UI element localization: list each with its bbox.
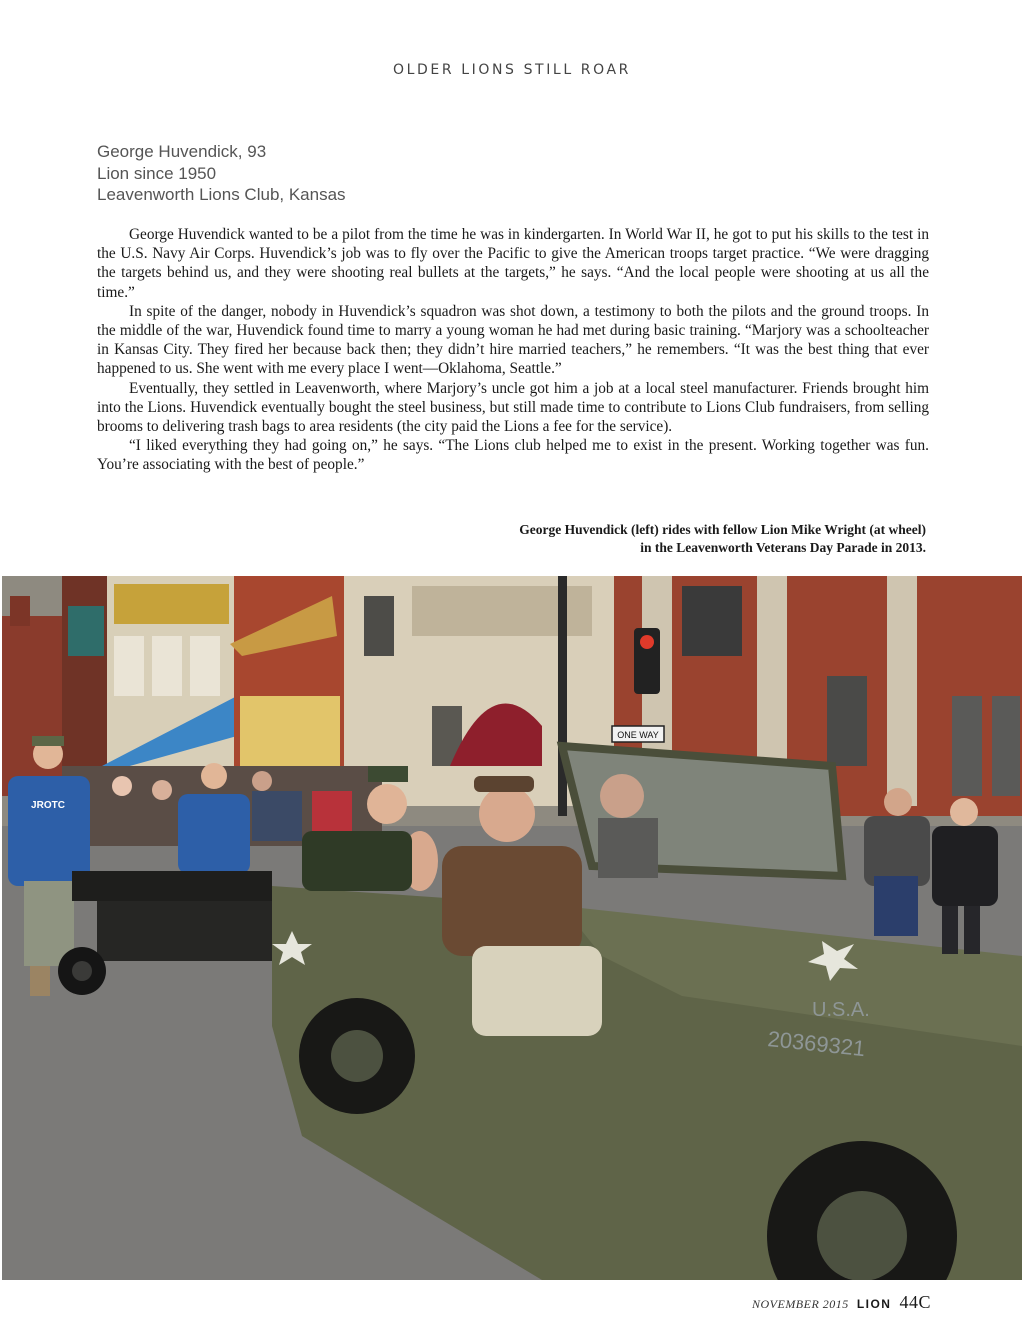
byline-member-since: Lion since 1950 — [97, 163, 217, 183]
article-paragraph: “I liked everything they had going on,” he says. “The Lions club helped me to exist in the present. Working together was fun. You’re associating with the best of people.” — [97, 437, 929, 474]
cadet-shirt-text: JROTC — [31, 800, 65, 811]
article-body — [97, 225, 929, 475]
issue-date: NOVEMBER 2015 — [751, 1297, 849, 1311]
page-number: 44C — [899, 1292, 931, 1312]
parade-photo-illustration — [2, 576, 1022, 1280]
page-footer — [752, 1292, 931, 1313]
section-header: OLDER LIONS STILL ROAR — [392, 62, 631, 78]
byline-club: Leavenworth Lions Club, Kansas — [97, 185, 346, 204]
hood-text-usa: U.S.A. — [812, 999, 870, 1021]
photo-caption — [519, 521, 926, 557]
caption-line: George Huvendick (left) rides with fellow Lion Mike Wright (at wheel) — [519, 522, 926, 537]
traffic-light-red — [640, 635, 654, 649]
passenger-head — [479, 786, 535, 842]
article-paragraph: George Huvendick wanted to be a pilot from the time he was in kindergarten. In World War II, he got to put his skills to the test in the U.S. Navy Air Corps. Huvendick’s job was to fly over the Pacific to give the American troops target practice. “We were dragging the targets behind us, and they were shooting real bullets at the targets,” he says. “And the local people were shooting at us all the time.” — [97, 226, 929, 301]
cadet-left — [8, 776, 90, 886]
trailer — [72, 871, 272, 901]
article-paragraph: In spite of the danger, nobody in Huvendick’s squadron was shot down, a testimony to both the pilots and the ground troops. In the middle of the war, Huvendick found time to marry a young woman he had met during basic training. “Marjory was a schoolteacher in Kansas City. They fired her because back then; they didn’t hire married teachers,” he remembers. “It was the best thing that ever happened to us. She went with me every place I went—Oklahoma, Seattle.” — [97, 302, 929, 378]
one-way-sign-text: ONE WAY — [617, 730, 659, 740]
passenger-jacket — [442, 846, 582, 956]
article-paragraph: Eventually, they settled in Leavenworth, where Marjory’s uncle got him a job at a local steel manufacturer. Friends brought him into the Lions. Huvendick eventually bought the steel business, but still made time to contribute to Lions Club fundraisers, from selling brooms to delivering trash bags to area residents (the city paid the Lions a fee for the service). — [97, 379, 929, 436]
brick-building-left — [2, 616, 64, 796]
byline — [97, 141, 346, 206]
caption-line: in the Leavenworth Veterans Day Parade in 2013. — [640, 540, 926, 555]
parade-photo — [2, 576, 1022, 1280]
hood-text-number: 20369321 — [766, 1026, 867, 1062]
byline-name: George Huvendick, 93 — [97, 142, 267, 161]
magazine-name: LION — [856, 1297, 892, 1311]
